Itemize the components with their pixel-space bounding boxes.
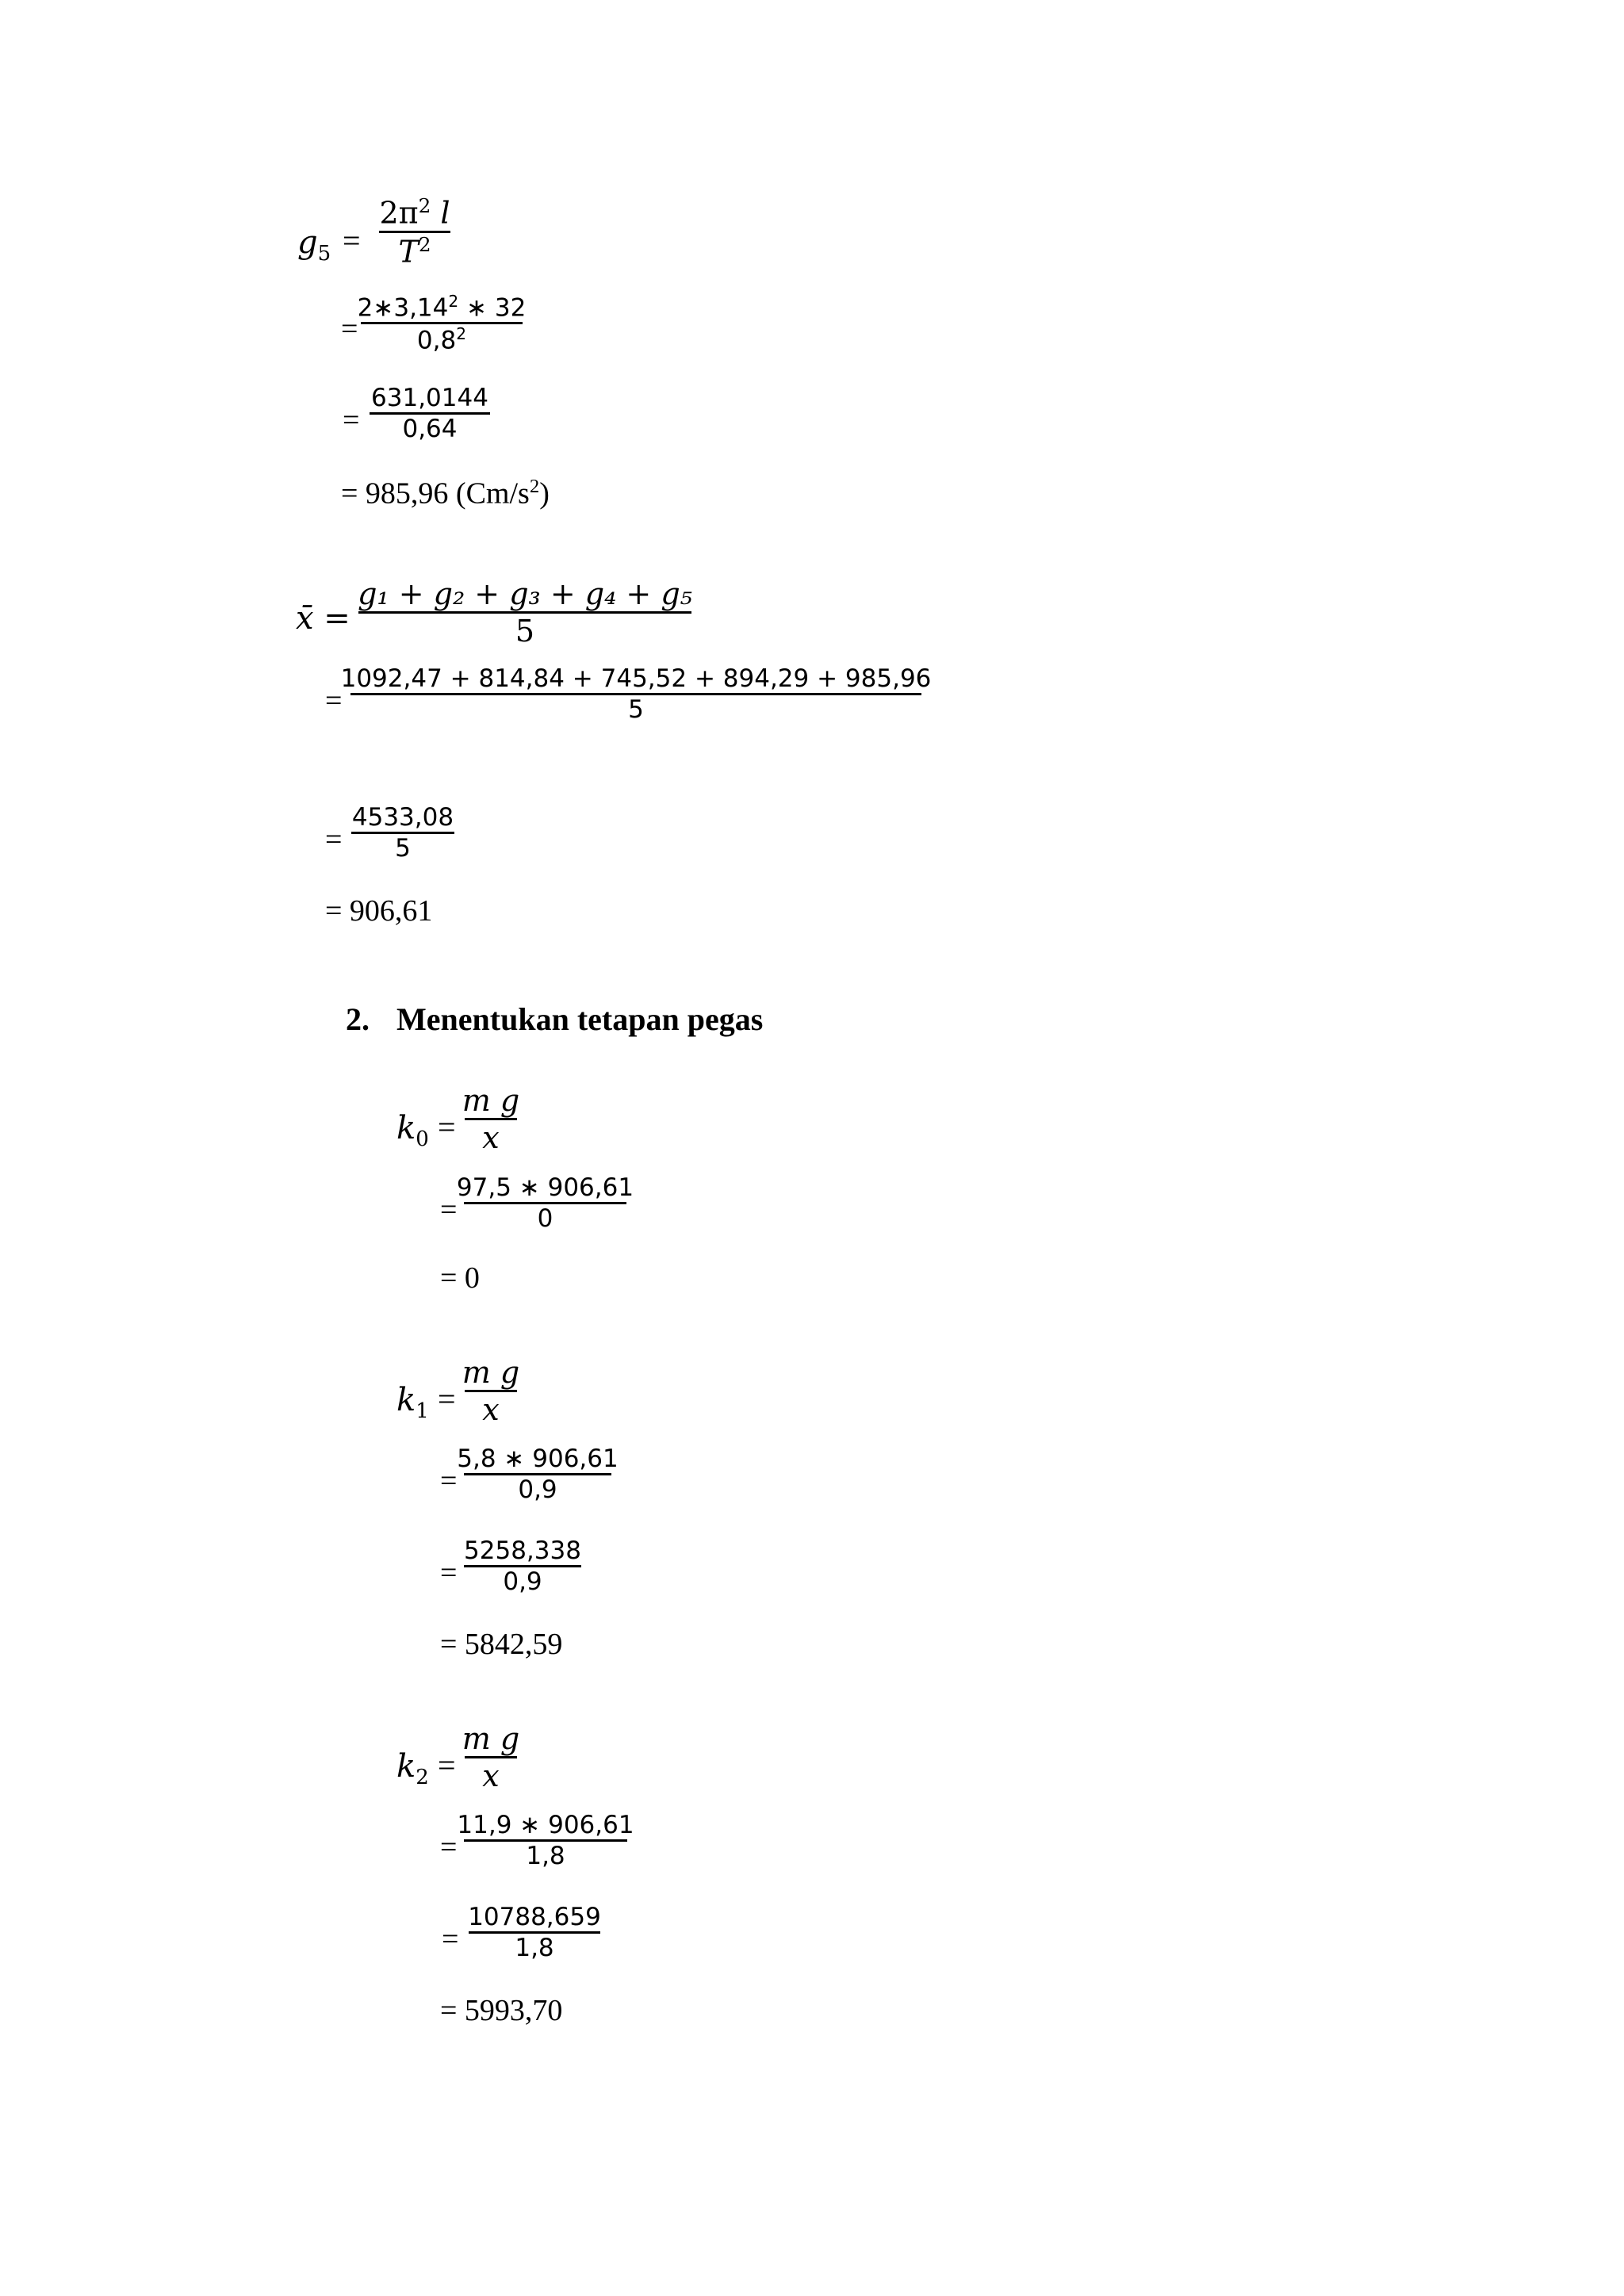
mean-result: = 906,61: [325, 894, 433, 928]
k2-formula-denominator: x: [482, 1758, 500, 1793]
k0-step1-equals: =: [440, 1193, 458, 1226]
g5-formula-num-var: l: [440, 195, 450, 231]
k0-equals: =: [438, 1109, 456, 1145]
mean-formula-fraction: [358, 576, 691, 649]
section-title: Menentukan tetapan pegas: [396, 1001, 764, 1037]
g5-step2-denominator: 0,64: [402, 415, 458, 443]
k2-subscript: 2: [416, 1766, 429, 1789]
mean-step2-equals: =: [325, 823, 343, 856]
mean-step1-fraction: [340, 664, 932, 724]
k1-result: = 5842,59: [440, 1628, 563, 1661]
mean-formula-numerator: g₁ + g₂ + g₃ + g₄ + g₅: [358, 576, 692, 611]
section-number: 2.: [346, 1001, 370, 1037]
k1-symbol: k: [396, 1382, 416, 1418]
g5-symbol: g: [297, 224, 318, 261]
k2-label: [396, 1748, 429, 1789]
k1-equals: =: [438, 1381, 456, 1417]
k1-subscript: 1: [416, 1399, 429, 1423]
k0-step1-denominator: 0: [537, 1204, 553, 1233]
k2-equals: =: [438, 1747, 456, 1783]
g5-subscript: 5: [317, 242, 331, 266]
g5-step2-fraction: [370, 384, 490, 443]
k1-step2-fraction: [464, 1536, 581, 1596]
k0-step1-numerator: 97,5 ∗ 906,61: [456, 1173, 634, 1202]
g5-step1-num-b: ∗ 32: [458, 293, 527, 323]
mean-step1-denominator: 5: [628, 695, 644, 724]
k2-step1-equals: =: [440, 1831, 458, 1864]
k0-result: = 0: [440, 1261, 480, 1295]
g5-result-text: = 985,96 (Cm/s: [341, 476, 530, 511]
g5-formula-denominator: [398, 233, 431, 270]
k0-formula-denominator: x: [482, 1120, 500, 1155]
k2-symbol: k: [396, 1748, 416, 1785]
k2-step1-denominator: 1,8: [526, 1842, 565, 1870]
k2-step1-fraction: [457, 1811, 634, 1870]
g5-formula-num-sup: 2: [418, 194, 431, 217]
k0-formula-fraction: [462, 1083, 520, 1155]
g5-step2-numerator: 631,0144: [371, 384, 488, 412]
k2-step1-numerator: 11,9 ∗ 906,61: [457, 1811, 634, 1839]
g5-formula-den-text: T: [398, 234, 419, 270]
g5-step1-fraction: [357, 292, 527, 355]
k2-result: = 5993,70: [440, 1994, 563, 2027]
k1-step2-equals: =: [440, 1556, 458, 1590]
g5-result-close: ): [539, 476, 550, 511]
k0-subscript: 0: [416, 1127, 429, 1151]
g5-step1-num-a: 2∗3,14: [357, 293, 449, 323]
k2-step2-equals: =: [442, 1923, 459, 1956]
k2-formula-fraction: [462, 1721, 520, 1793]
g5-label: [297, 224, 331, 266]
k1-step1-denominator: 0,9: [518, 1475, 557, 1504]
g5-equals: =: [343, 223, 361, 258]
k2-step2-denominator: 1,8: [515, 1934, 554, 1962]
mean-step2-fraction: [351, 803, 454, 863]
g5-step1-den-text: 0,8: [416, 326, 457, 355]
g5-formula-num-text: 2π: [379, 195, 419, 231]
g5-step1-equals: =: [341, 312, 358, 346]
k1-label: [396, 1382, 429, 1423]
g5-step1-denominator: [417, 324, 466, 354]
g5-formula-fraction: [379, 194, 450, 269]
mean-step1-numerator: 1092,47 + 814,84 + 745,52 + 894,29 + 985,96: [340, 664, 932, 693]
k0-step1-fraction: [456, 1173, 634, 1233]
k2-step2-numerator: 10788,659: [468, 1903, 601, 1931]
g5-step1-num-sup: 2: [448, 292, 459, 311]
g5-step1-numerator: [358, 292, 527, 322]
k2-formula-numerator: m g: [462, 1721, 520, 1756]
mean-step1-equals: =: [325, 684, 343, 718]
k1-step1-numerator: 5,8 ∗ 906,61: [457, 1445, 619, 1473]
k1-formula-denominator: x: [482, 1392, 500, 1427]
k0-formula-numerator: m g: [462, 1083, 520, 1118]
g5-result-sup: 2: [529, 476, 540, 497]
k1-step2-denominator: 0,9: [503, 1567, 542, 1596]
k0-symbol: k: [396, 1110, 416, 1146]
k1-step1-fraction: [457, 1445, 619, 1504]
k1-step2-numerator: 5258,338: [464, 1536, 581, 1565]
g5-formula-numerator: [379, 194, 450, 231]
k1-formula-numerator: m g: [462, 1355, 520, 1390]
g5-step2-equals: =: [343, 404, 360, 437]
k1-formula-fraction: [462, 1355, 520, 1427]
k1-step1-equals: =: [440, 1464, 458, 1498]
g5-step1-den-sup: 2: [456, 324, 467, 344]
g5-result: [341, 476, 550, 511]
mean-formula-denominator: 5: [515, 614, 535, 649]
mean-step2-numerator: 4533,08: [351, 803, 454, 832]
k2-step2-fraction: [469, 1903, 600, 1962]
mean-label: x̄ =: [296, 600, 350, 637]
g5-formula-den-sup: 2: [418, 232, 431, 256]
mean-step2-denominator: 5: [395, 834, 411, 863]
k0-label: [396, 1110, 429, 1151]
